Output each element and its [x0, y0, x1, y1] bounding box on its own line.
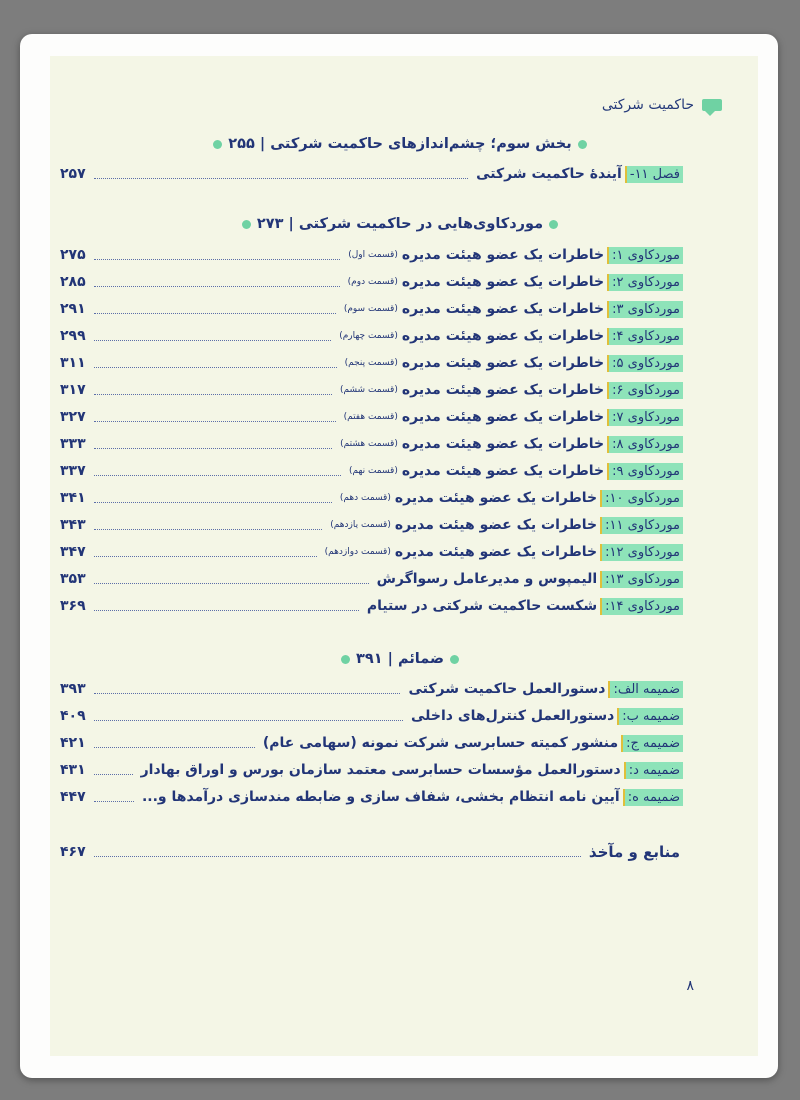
toc-entry[interactable]: [60, 351, 683, 375]
entry-page-number: ۴۰۹: [60, 708, 86, 724]
entry-page-number: ۳۴۳: [60, 517, 86, 533]
toc-entry[interactable]: [60, 162, 683, 186]
entry-title: دستورالعمل کنترل‌های داخلی: [411, 708, 615, 724]
toc-entry[interactable]: [60, 540, 683, 564]
entry-label: ضمیمه ه:: [623, 789, 683, 806]
entry-page-number: ۳۳۷: [60, 463, 86, 479]
entry-subtitle: (قسمت نهم): [348, 466, 398, 476]
section-heading-text: موردکاوی‌هایی در حاکمیت شرکتی | ۲۷۳: [256, 216, 544, 232]
entry-title: خاطرات یک عضو هیئت مدیره: [394, 490, 598, 506]
entry-label: موردکاوی ۱۲:: [600, 544, 683, 561]
speech-bubble-icon: [702, 99, 722, 111]
running-header: [602, 97, 722, 113]
section-heading-text: بخش سوم؛ چشم‌اندازهای حاکمیت شرکتی | ۲۵۵: [228, 136, 572, 152]
dot-leader: [94, 286, 340, 287]
dot-leader: [94, 502, 332, 503]
entry-label: موردکاوی ۱۳:: [600, 571, 683, 588]
entry-page-number: ۳۴۷: [60, 544, 86, 560]
entry-title: خاطرات یک عضو هیئت مدیره: [394, 544, 598, 560]
entry-title: خاطرات یک عضو هیئت مدیره: [401, 355, 605, 371]
entry-subtitle: (قسمت دهم): [339, 493, 391, 503]
toc-entry[interactable]: [60, 243, 683, 267]
entry-label: فصل ۱۱-: [625, 166, 683, 183]
toc-entry[interactable]: [60, 405, 683, 429]
section-heading-text: ضمائم | ۳۹۱: [356, 651, 444, 667]
entry-label: ضمیمه ب:: [617, 708, 683, 725]
entry-subtitle: (قسمت هشتم): [340, 439, 398, 449]
entry-label: موردکاوی ۴:: [607, 328, 683, 345]
entry-page-number: ۳۹۳: [60, 681, 86, 697]
toc-entry[interactable]: [60, 432, 683, 456]
entry-title: خاطرات یک عضو هیئت مدیره: [401, 463, 605, 479]
entry-page-number: ۳۶۹: [60, 598, 86, 614]
dot-leader: [94, 529, 323, 530]
entry-title: خاطرات یک عضو هیئت مدیره: [394, 517, 598, 533]
entry-label: موردکاوی ۱۱:: [600, 517, 683, 534]
dot-leader: [94, 367, 337, 368]
entry-page-number: ۳۱۱: [60, 355, 86, 371]
toc-entry[interactable]: [60, 270, 683, 294]
entry-label: موردکاوی ۸:: [607, 436, 683, 453]
dot-leader: [94, 448, 332, 449]
entry-title: خاطرات یک عضو هیئت مدیره: [401, 328, 605, 344]
entry-page-number: ۳۴۱: [60, 490, 86, 506]
toc-entry[interactable]: [60, 677, 683, 701]
toc-entry[interactable]: [60, 785, 683, 809]
entry-label: ضمیمه د:: [624, 762, 683, 779]
dot-leader: [94, 394, 332, 395]
entry-title: منابع و مآخذ: [588, 843, 680, 861]
entry-title: منشور کمیته حسابرسی شرکت نمونه (سهامی عام): [262, 735, 619, 751]
entry-title: دستورالعمل مؤسسات حسابرسی معتمد سازمان بورس و اوراق بهادار: [140, 762, 621, 778]
toc-entry[interactable]: [60, 594, 683, 618]
entry-title: خاطرات یک عضو هیئت مدیره: [401, 247, 605, 263]
bullet-dot-icon: [341, 655, 350, 664]
entry-label: موردکاوی ۲:: [607, 274, 683, 291]
entry-title: دستورالعمل حاکمیت شرکتی: [408, 681, 606, 697]
entry-label: ضمیمه ج:: [621, 735, 683, 752]
entry-label: موردکاوی ۱۰:: [600, 490, 683, 507]
entry-label: ضمیمه الف:: [608, 681, 683, 698]
dot-leader: [94, 313, 336, 314]
entry-title: آیین نامه انتظام بخشی، شفاف سازی و ضابطه مندسازی درآمدها و...: [141, 789, 620, 805]
running-header-title: حاکمیت شرکتی: [601, 97, 694, 113]
toc-entry[interactable]: [60, 486, 683, 510]
dot-leader: [94, 340, 332, 341]
entry-title: خاطرات یک عضو هیئت مدیره: [401, 436, 605, 452]
dot-leader: [94, 720, 403, 721]
section-heading: [60, 136, 740, 152]
dot-leader: [94, 475, 341, 476]
entry-label: موردکاوی ۵:: [607, 355, 683, 372]
toc-entry[interactable]: [60, 840, 683, 864]
entry-label: موردکاوی ۶:: [607, 382, 683, 399]
toc-entry[interactable]: [60, 297, 683, 321]
toc-entry[interactable]: [60, 758, 683, 782]
dot-leader: [94, 259, 341, 260]
entry-subtitle: (قسمت سوم): [343, 304, 398, 314]
entry-title: خاطرات یک عضو هیئت مدیره: [401, 274, 605, 290]
toc-entry[interactable]: [60, 567, 683, 591]
toc-entry[interactable]: [60, 513, 683, 537]
entry-label: موردکاوی ۷:: [607, 409, 683, 426]
entry-subtitle: (قسمت ششم): [340, 385, 398, 395]
entry-subtitle: (قسمت هفتم): [343, 412, 398, 422]
entry-label: موردکاوی ۳:: [607, 301, 683, 318]
dot-leader: [94, 583, 369, 584]
entry-title: خاطرات یک عضو هیئت مدیره: [401, 301, 605, 317]
entry-title: خاطرات یک عضو هیئت مدیره: [401, 409, 605, 425]
entry-page-number: ۴۳۱: [60, 762, 86, 778]
dot-leader: [94, 421, 336, 422]
entry-title: خاطرات یک عضو هیئت مدیره: [401, 382, 605, 398]
entry-subtitle: (قسمت چهارم): [339, 331, 398, 341]
entry-subtitle: (قسمت دوم): [347, 277, 398, 287]
entry-page-number: ۳۵۳: [60, 571, 86, 587]
dot-leader: [94, 610, 359, 611]
dot-leader: [94, 178, 468, 179]
entry-page-number: ۲۵۷: [60, 166, 86, 182]
entry-page-number: ۴۶۷: [60, 844, 86, 860]
bullet-dot-icon: [578, 140, 587, 149]
entry-page-number: ۳۱۷: [60, 382, 86, 398]
dot-leader: [94, 856, 581, 857]
entry-label: موردکاوی ۹:: [607, 463, 683, 480]
dot-leader: [94, 774, 133, 775]
entry-page-number: ۴۴۷: [60, 789, 86, 805]
entry-title: آیندهٔ حاکمیت شرکتی: [476, 166, 622, 182]
dot-leader: [94, 747, 255, 748]
entry-title: شکست حاکمیت شرکتی در ستیام: [366, 598, 598, 614]
bullet-dot-icon: [213, 140, 222, 149]
bullet-dot-icon: [242, 220, 251, 229]
section-heading: [60, 216, 740, 232]
page-number: ۸: [686, 978, 694, 994]
entry-label: موردکاوی ۱۴:: [600, 598, 683, 615]
entry-page-number: ۳۳۳: [60, 436, 86, 452]
entry-subtitle: (قسمت پنجم): [344, 358, 398, 368]
toc-entry[interactable]: [60, 459, 683, 483]
entry-title: الیمپوس و مدیرعامل رسواگرش: [376, 571, 598, 587]
toc-entry[interactable]: [60, 731, 683, 755]
entry-label: موردکاوی ۱:: [607, 247, 683, 264]
entry-page-number: ۲۷۵: [60, 247, 86, 263]
toc-entry[interactable]: [60, 704, 683, 728]
toc-entry[interactable]: [60, 324, 683, 348]
entry-page-number: ۲۹۱: [60, 301, 86, 317]
entry-page-number: ۴۲۱: [60, 735, 86, 751]
dot-leader: [94, 801, 134, 802]
entry-subtitle: (قسمت دوازدهم): [324, 547, 391, 557]
entry-subtitle: (قسمت یازدهم): [330, 520, 391, 530]
entry-page-number: ۲۸۵: [60, 274, 86, 290]
entry-subtitle: (قسمت اول): [348, 250, 398, 260]
bullet-dot-icon: [549, 220, 558, 229]
entry-page-number: ۳۲۷: [60, 409, 86, 425]
dot-leader: [94, 693, 401, 694]
dot-leader: [94, 556, 317, 557]
bullet-dot-icon: [450, 655, 459, 664]
entry-page-number: ۲۹۹: [60, 328, 86, 344]
toc-entry[interactable]: [60, 378, 683, 402]
section-heading: [60, 651, 740, 667]
